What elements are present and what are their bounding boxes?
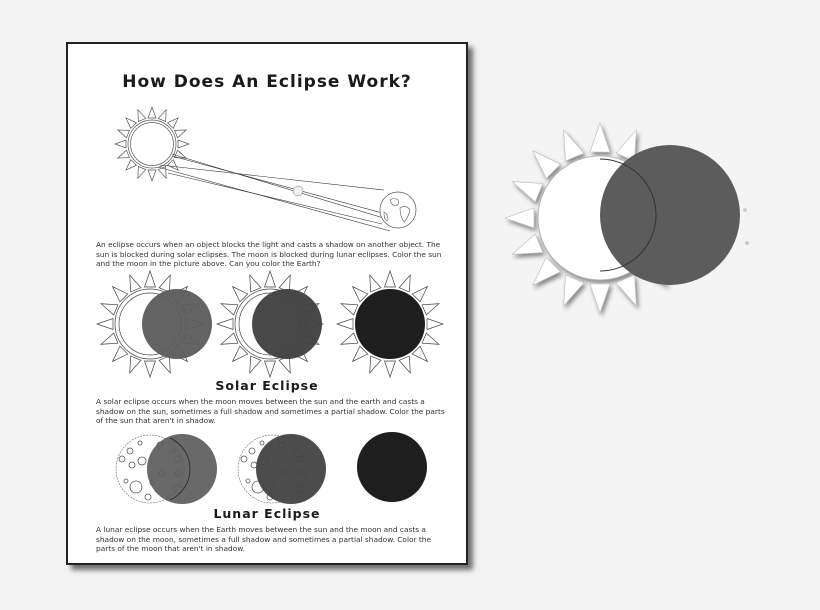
solar-eclipse-paragraph: A solar eclipse occurs when the moon moves between the sun and the earth and casts a shadow on the sun, sometimes a full shadow and sometimes a partial shadow. Color the parts of the sun that aren't in shadow. <box>96 397 445 426</box>
lunar-eclipse-row <box>68 44 466 563</box>
intro-paragraph: An eclipse occurs when an object blocks the light and casts a shadow on another object. The sun is blocked during solar eclipses. The moon is blocked during lunar eclipses. Color the sun and the moon in the picture above. Can you color the Earth? <box>96 240 442 269</box>
lunar-eclipse-near-total-icon <box>238 434 326 504</box>
worksheet-page <box>66 42 468 565</box>
lunar-eclipse-paragraph: A lunar eclipse occurs when the Earth moves between the sun and the moon and casts a shadow on the moon, sometimes a full shadow and sometimes a partial shadow. Color the parts of the moon that aren't in shadow. <box>96 525 432 554</box>
lunar-eclipse-heading: Lunar Eclipse <box>213 506 321 521</box>
lunar-eclipse-partial-icon <box>116 434 217 504</box>
worksheet-title: How Does An Eclipse Work? <box>122 72 412 92</box>
solar-eclipse-heading: Solar Eclipse <box>215 378 319 393</box>
solar-eclipse-icon <box>495 115 765 330</box>
lunar-eclipse-total-icon <box>357 432 427 502</box>
